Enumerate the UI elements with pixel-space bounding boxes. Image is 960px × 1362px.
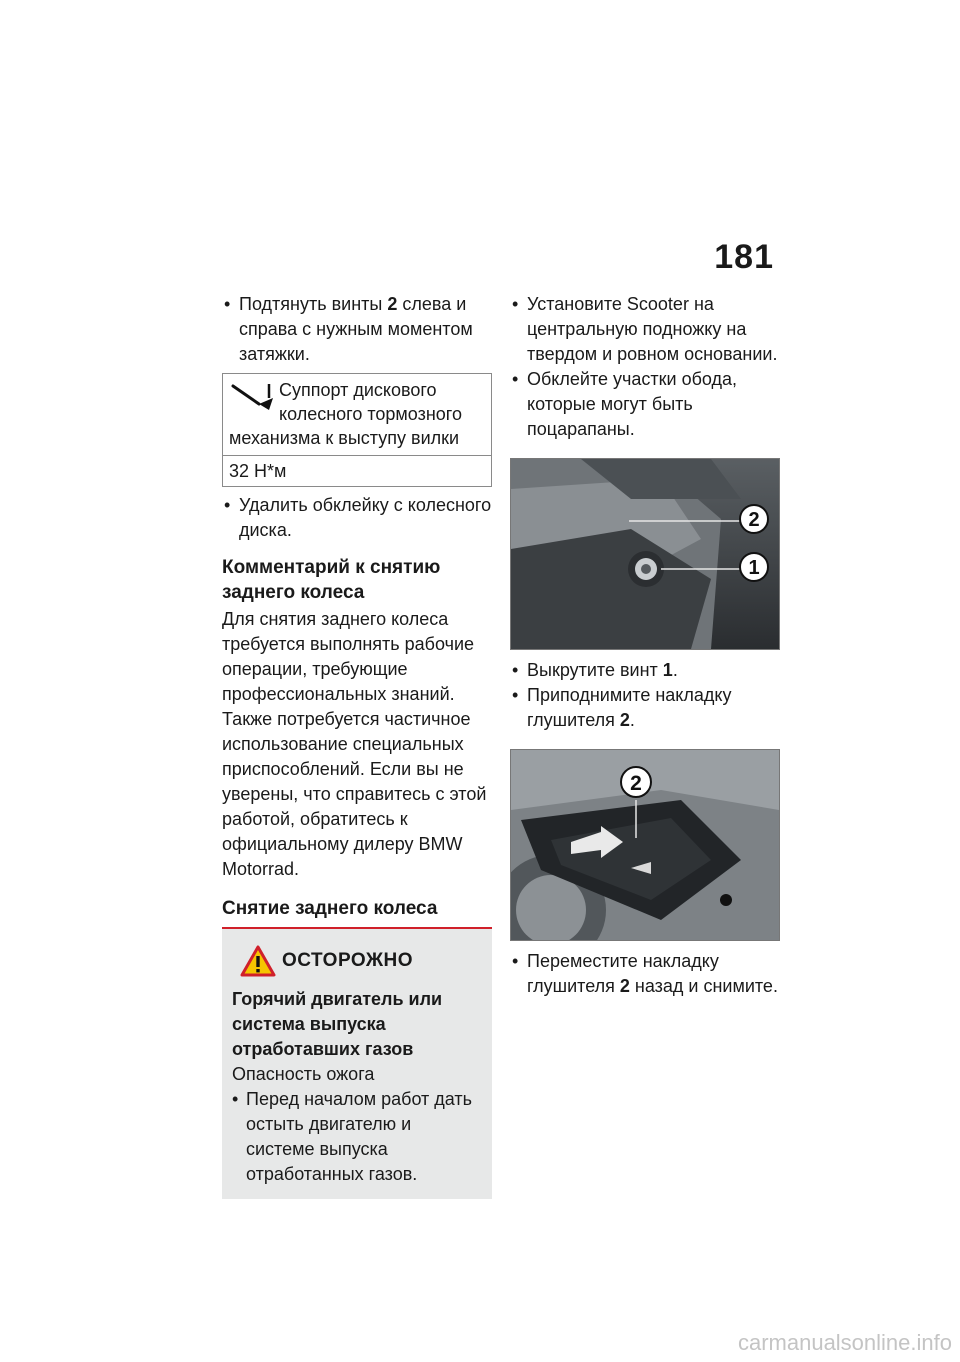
- bullet-dot: •: [512, 660, 519, 680]
- ref-number: 2: [387, 294, 398, 314]
- right-column: [510, 292, 782, 999]
- photo-callout-1: 1: [748, 557, 760, 579]
- step-tighten-screws: • Подтянуть винты 2 слева и справа с нужным моментом затяжки.: [224, 294, 473, 364]
- photo-callout-2: 2: [748, 509, 760, 531]
- step-unscrew: • Выкрутите винт 1.: [510, 658, 782, 683]
- step-lift-cover: • Приподнимите накладку глушителя 2.: [512, 685, 732, 730]
- bullet-dot: •: [224, 294, 231, 314]
- bullet-dot: •: [512, 294, 519, 314]
- step-tape-rim: • Обклейте участки обода, которые могут быть поцарапаны.: [512, 369, 738, 439]
- warning-subtitle: Горячий двигатель или система выпуска отработавших газов: [232, 989, 443, 1059]
- bullet-dot: •: [512, 369, 519, 389]
- warning-header: [232, 945, 482, 977]
- warning-instruction: • Перед началом работ дать остыть двигателю и системе выпуска отработанных газов.: [232, 1089, 473, 1184]
- torque-spec-description: Суппорт дискового колесного тормозного механизма к выступу вилки: [229, 380, 462, 448]
- photo-muffler-screw: [510, 458, 780, 650]
- paragraph-rear-wheel-note: Для снятия заднего колеса требуется выполнять рабочие операции, требующие профессиональных знаний. Также потребуется частичное использование специальных приспособлений. Если вы не уверены, что справитесь с этой работой, обратитесь к официальному дилеру BMW Motorrad.: [222, 609, 487, 879]
- ref-number: 2: [619, 976, 630, 996]
- ref-number: 1: [662, 660, 673, 680]
- page-number: 181: [714, 238, 774, 276]
- step-remove-sticker: • Удалить обклейку с колесного диска.: [224, 495, 492, 540]
- heading-remove-rear-wheel: Снятие заднего колеса: [222, 896, 492, 929]
- ref-number: 2: [619, 710, 630, 730]
- footer-watermark: carmanualsonline.info: [737, 1330, 952, 1355]
- warning-label: ОСТОРОЖНО: [282, 950, 414, 971]
- torque-spec-description-row: [223, 374, 491, 456]
- torque-wrench-icon: [229, 378, 279, 416]
- bullet-dot: •: [512, 685, 519, 705]
- warning-hazard: Опасность ожога: [232, 1064, 375, 1084]
- bullet-dot: •: [512, 951, 519, 971]
- warning-box: [222, 929, 492, 1199]
- photo-muffler-cover: [510, 749, 780, 941]
- torque-spec-value: 32 Н*м: [229, 461, 287, 481]
- warning-triangle-icon: [240, 945, 276, 977]
- heading-comment-rear-wheel: Комментарий к снятию заднего колеса: [222, 557, 441, 603]
- photo-callout-2: 2: [630, 772, 642, 795]
- left-column: [222, 292, 492, 1199]
- step-move-cover: • Переместите накладку глушителя 2 назад и снимите.: [512, 951, 778, 996]
- step-install-scooter: • Установите Scooter на центральную подножку на твердом и ровном основании.: [512, 294, 778, 364]
- torque-spec-table: [222, 373, 492, 487]
- bullet-dot: •: [232, 1089, 239, 1109]
- bullet-dot: •: [224, 495, 231, 515]
